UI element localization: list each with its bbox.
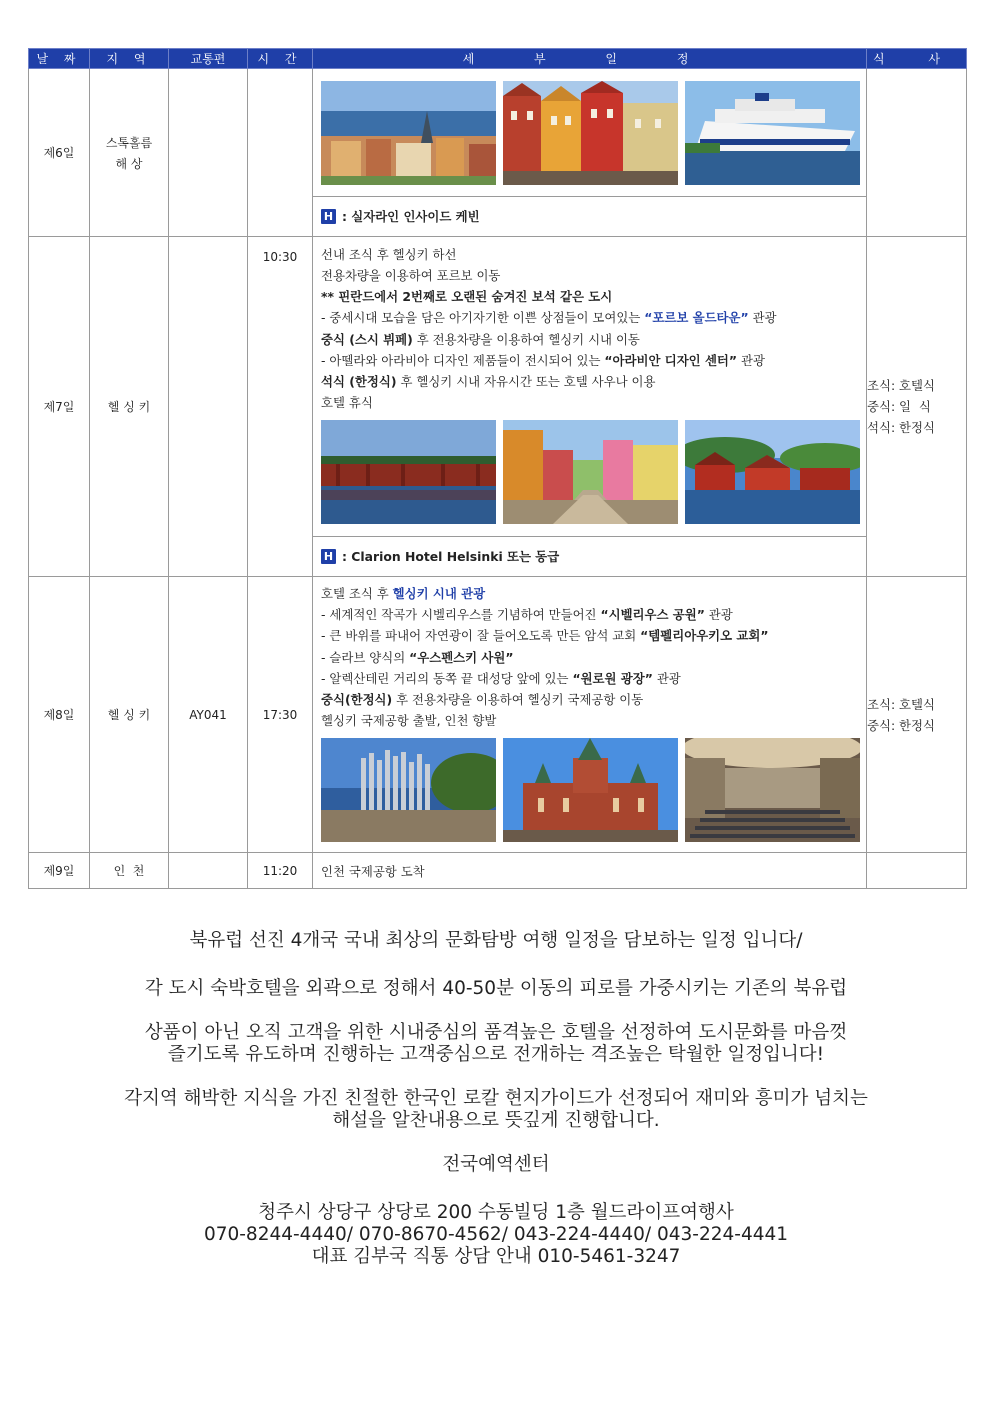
- day7-photos: [313, 416, 866, 536]
- temppeliaukio-church-interior-photo: [685, 738, 860, 842]
- day6-hotel-text: : 실자라인 인사이드 케빈: [342, 209, 480, 224]
- day6-hotel-row: [313, 196, 866, 235]
- day9-region: 인 천: [90, 853, 169, 889]
- day7-hotel-text: : Clarion Hotel Helsinki 또는 동급: [342, 549, 560, 565]
- day9-date: 제9일: [29, 853, 90, 889]
- day7-line5-text: 후 전용차량을 이용하여 헬싱키 시내 이동: [412, 331, 640, 347]
- day8-line3: [321, 625, 860, 646]
- day6-photos: [313, 70, 866, 196]
- arabian-design-center-label: “아라비안 디자인 센터”: [604, 352, 738, 368]
- footer-p4a: 각지역 해박한 지식을 가진 친절한 한국인 로칼 현지가이드가 선정되어 재미와 흥미가 넘치는: [124, 1088, 868, 1109]
- day7-date: 제7일: [29, 237, 90, 577]
- day8-line2-text: - 세계적인 작곡가 시벨리우스를 기념하여 만들어진: [321, 607, 601, 623]
- day9-transport: [169, 853, 248, 889]
- silja-line-ferry-photo: [685, 81, 860, 185]
- porvoo-old-town-label: “포르보 올드타운”: [644, 310, 749, 326]
- day7-meal-lunch: 중식: 일 식: [867, 399, 931, 414]
- footer-address: 청주시 상당구 상당로 200 수동빌딩 1층 월드라이프여행사: [258, 1202, 734, 1223]
- day8-line1: [321, 583, 860, 604]
- porvoo-old-town-street-photo: [503, 420, 678, 524]
- day7-line6-text: - 아뗄라와 아라비아 디자인 제품들이 전시되어 있는: [321, 352, 605, 368]
- day7-line6-suffix: 관광: [737, 352, 765, 368]
- day7-time: 10:30: [248, 237, 313, 577]
- footer-p3b: 즐기도록 유도하며 진행하는 고객중심으로 전개하는 격조높은 탁월한 일정입니다!: [167, 1044, 825, 1065]
- uspenski-cathedral-photo: [503, 738, 678, 842]
- itinerary-table: [28, 48, 967, 889]
- day8-meal-lunch: 중식: 한정식: [867, 717, 935, 733]
- day8-line5-text: - 알렉산테린 거리의 동쪽 끝 대성당 앞에 있는: [321, 670, 573, 686]
- day8-flight: AY041: [169, 577, 248, 853]
- table-row-day7: [29, 237, 967, 577]
- table-header-row: [29, 49, 967, 69]
- day7-lunch-label: 중식 (스시 뷔페): [321, 331, 413, 347]
- day7-line7-text: 후 헬싱키 시내 자유시간 또는 호텔 사우나 이용: [396, 373, 656, 389]
- footer-p2: 각 도시 숙박호텔을 외곽으로 정해서 40-50분 이동의 피로를 가중시키는 기존의 북유럽: [144, 978, 848, 999]
- day6-detail: [313, 69, 867, 237]
- day7-line4: [321, 307, 860, 328]
- helsinki-city-tour-label: 헬싱키 시내 관광: [392, 586, 486, 601]
- day6-region-line2: 해 상: [115, 156, 143, 171]
- table-row-day9: [29, 853, 967, 889]
- day8-line6-text: 후 전용차량을 이용하여 헬싱키 국제공항 이동: [392, 692, 644, 708]
- day7-meal: [867, 237, 967, 577]
- day8-detail: [313, 577, 867, 853]
- day7-transport: [169, 237, 248, 577]
- day7-line2: 전용차량을 이용하여 포르보 이동: [321, 267, 501, 283]
- day8-line5: [321, 668, 860, 689]
- day8-region: 헬 싱 키: [90, 577, 169, 853]
- footer-phones: 070-8244-4440/ 070-8670-4562/ 043-224-4440/ 043-224-4441: [203, 1224, 789, 1245]
- day8-line2: [321, 604, 860, 625]
- day8-line2-suffix: 관광: [704, 607, 733, 623]
- day6-region: [90, 69, 169, 237]
- day8-meal: [867, 577, 967, 853]
- day7-dinner-label: 석식 (한정식): [321, 373, 397, 389]
- senate-square-label: “원로원 광장”: [572, 670, 653, 686]
- day8-line3-text: - 큰 바위를 파내어 자연광이 잘 들어오도록 만든 암석 교회: [321, 628, 641, 644]
- header-detail: 세 부 일 정: [313, 49, 867, 69]
- day7-meal-dinner: 석식: 한정식: [867, 420, 935, 435]
- day7-line7: [321, 371, 860, 392]
- day8-lunch-label: 중식(한정식): [321, 692, 393, 708]
- header-time: 시 간: [248, 49, 313, 69]
- table-row-day6: [29, 69, 967, 237]
- header-meal: 식 사: [867, 49, 967, 69]
- gamla-stan-houses-photo: [503, 81, 678, 185]
- table-row-day8: [29, 577, 967, 853]
- footer-text: [20, 930, 972, 1268]
- day7-line1: 선내 조식 후 헬싱키 하선: [321, 246, 457, 262]
- day6-transport: [169, 69, 248, 237]
- header-transport: 교통편: [169, 49, 248, 69]
- day7-line8: 호텔 휴식: [321, 395, 373, 411]
- footer-p4b: 해설을 알찬내용으로 뜻깊게 진행합니다.: [332, 1110, 660, 1131]
- day7-line4-text: - 중세시대 모습을 담은 아기자기한 이쁜 상점들이 모여있는: [321, 310, 645, 326]
- day8-line7: 헬싱키 국제공항 출발, 인천 향발: [321, 713, 497, 729]
- footer-agency: 전국예역센터: [442, 1154, 550, 1175]
- sibelius-park-label: “시벨리우스 공원”: [600, 607, 705, 623]
- day7-region: 헬 싱 키: [90, 237, 169, 577]
- hotel-icon: H: [321, 209, 336, 224]
- hotel-icon: H: [321, 549, 336, 564]
- day8-line4: [321, 647, 860, 668]
- porvoo-red-houses-photo: [685, 420, 860, 524]
- day8-date: 제8일: [29, 577, 90, 853]
- day6-date: 제6일: [29, 69, 90, 237]
- footer-contact: 대표 김부국 직통 상담 안내 010-5461-3247: [311, 1246, 681, 1267]
- day7-line6: [321, 350, 860, 371]
- day7-detail: [313, 237, 867, 577]
- day8-line1-text: 호텔 조식 후: [321, 586, 393, 601]
- header-date: 날 짜: [29, 49, 90, 69]
- day9-detail: 인천 국제공항 도착: [313, 853, 867, 889]
- day9-time: 11:20: [248, 853, 313, 889]
- day7-line3: ** 핀란드에서 2번째로 오랜된 숨겨진 보석 같은 도시: [321, 289, 613, 305]
- footer-p3a: 상품이 아닌 오직 고객을 위한 시내중심의 품격높은 호텔을 선정하여 도시문화를 마음껏: [144, 1022, 848, 1043]
- uspenski-cathedral-label: “우스펜스키 사원”: [409, 649, 514, 665]
- temppeliaukio-church-label: “템펠리아우키오 교회”: [640, 628, 769, 644]
- day7-line5: [321, 329, 860, 350]
- day6-time: [248, 69, 313, 237]
- day8-time: 17:30: [248, 577, 313, 853]
- porvoo-riverside-photo: [321, 420, 496, 524]
- day6-meal: [867, 69, 967, 237]
- day8-line4-text: - 슬라브 양식의: [321, 649, 410, 665]
- day8-line5-suffix: 관광: [652, 670, 681, 686]
- footer-p1: 북유럽 선진 4개국 국내 최상의 문화탐방 여행 일정을 담보하는 일정 입니다/: [189, 930, 803, 951]
- header-region: 지 역: [90, 49, 169, 69]
- day8-line6: [321, 689, 860, 710]
- day8-meal-breakfast: 조식: 호텔식: [867, 696, 935, 712]
- day9-meal: [867, 853, 967, 889]
- day8-photos: [313, 734, 866, 852]
- day7-line4-suffix: 관광: [748, 310, 777, 326]
- day7-meal-breakfast: 조식: 호텔식: [867, 378, 935, 393]
- day7-hotel-row: [313, 536, 866, 575]
- sibelius-monument-photo: [321, 738, 496, 842]
- stockholm-cityscape-photo: [321, 81, 496, 185]
- day6-region-line1: 스톡홀름: [105, 135, 153, 150]
